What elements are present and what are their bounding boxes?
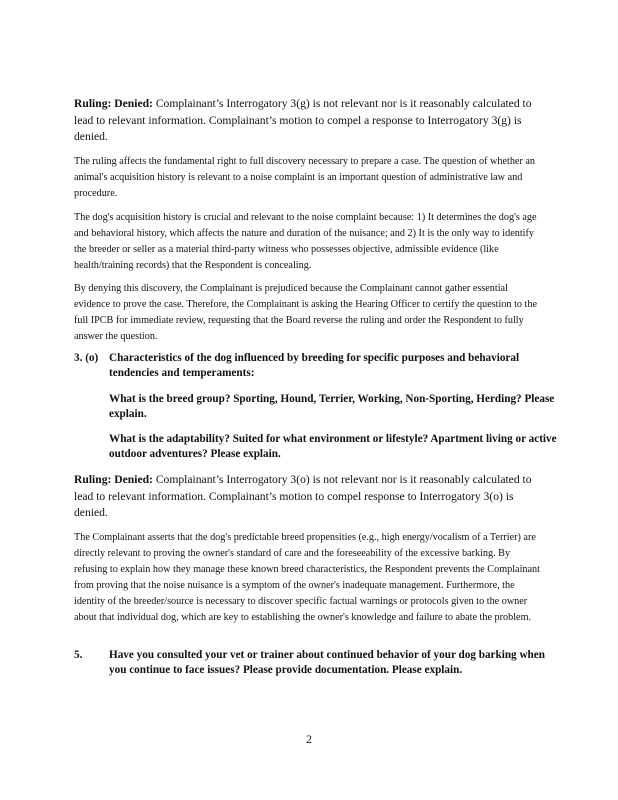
ruling-label: Ruling: Denied:: [74, 473, 153, 486]
interrogatory-3o: [74, 351, 564, 380]
item-text: Have you consulted your vet or trainer about continued behavior of your dog barking when you continue to face issues? Please provide documentation. Please explain.: [109, 649, 545, 676]
item-text: Characteristics of the dog influenced by breeding for specific purposes and behavioral tendencies and temperaments:: [109, 352, 520, 379]
paragraph-text: The dog's acquisition history is crucial and relevant to the noise complaint because: 1) It determines the dog's age and behavioral history, which affects the nature and duration of the nuisance; and 2) It is the only way to identify the breeder or seller as a material third-party witness who possesses objective, admissible evidence (like health/training records) that the Respondent is concealing.: [74, 212, 537, 271]
question-breed-group: [109, 392, 559, 421]
ruling-3g: [74, 96, 544, 146]
question-text: What is the adaptability? Suited for what environment or lifestyle? Apartment living or active outdoor adventures? Please explain.: [109, 433, 557, 460]
paragraph-breed-propensities: [74, 530, 544, 626]
paragraph-discovery-right: [74, 154, 544, 202]
question-adaptability: [109, 432, 559, 461]
ruling-text: Complainant’s Interrogatory 3(g) is not relevant nor is it reasonably calculated to lead to relevant information. Complainant’s motion to compel a response to Interrogatory 3(g) is denied.: [74, 97, 532, 143]
paragraph-text: The ruling affects the fundamental right to full discovery necessary to prepare a case. The question of whether an animal's acquisition history is relevant to a noise complaint is an important question of administrative law and procedure.: [74, 156, 536, 199]
paragraph-text: The Complainant asserts that the dog's predictable breed propensities (e.g., high energy/vocalism of a Terrier) are directly relevant to proving the owner's standard of care and the foreseeability of the excessive barking. By refusing to explain how they manage these known breed characteristics, the Respondent prevents the Complainant from proving that the noise nuisance is a symptom of the owner's inadequate management. Furthermore, the identity of the breeder/source is necessary to discover specific factual warnings or protocols given to the owner about that individual dog, which are key to establishing the owner's knowledge and failure to abate the problem.: [74, 532, 540, 623]
question-text: What is the breed group? Sporting, Hound, Terrier, Working, Non-Sporting, Herding? Please explain.: [109, 393, 555, 420]
item-number: 3. (o): [74, 352, 99, 364]
interrogatory-5: [74, 648, 564, 677]
page-number: 2: [306, 732, 312, 746]
paragraph-acquisition-history: [74, 210, 544, 274]
ruling-3o: [74, 472, 544, 522]
item-number: 5.: [74, 649, 83, 661]
paragraph-prejudice: [74, 281, 544, 345]
ruling-text: Complainant’s Interrogatory 3(o) is not relevant nor is it reasonably calculated to lead to relevant information. Complainant’s motion to compel response to Interrogatory 3(o) is denied.: [74, 473, 532, 519]
ruling-label: Ruling: Denied:: [74, 97, 153, 110]
paragraph-text: By denying this discovery, the Complainant is prejudiced because the Complainant cannot gather essential evidence to prove the case. Therefore, the Complainant is asking the Hearing Officer to certify the question to the full IPCB for immediate review, requesting that the Board reverse the ruling and order the Respondent to fully answer the question.: [74, 283, 537, 342]
